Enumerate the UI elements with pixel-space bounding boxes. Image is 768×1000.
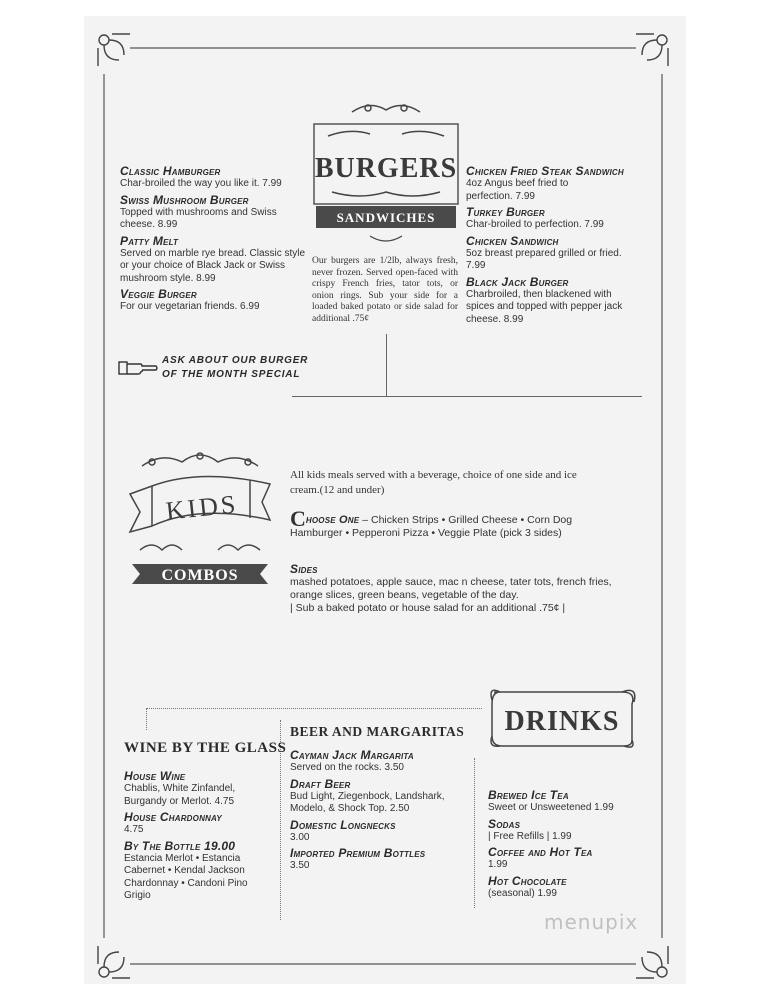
corner-ornament-icon: [632, 942, 672, 982]
menu-item-desc: Served on the rocks. 3.50: [290, 762, 404, 773]
burgers-bottom-divider: [292, 396, 642, 397]
menu-item-desc: Chablis, White Zinfandel, Burgandy or Merlot. 4.75: [124, 783, 236, 807]
sides-line-2: orange slices, green beans, vegetable of the day.: [290, 589, 519, 601]
burgers-center-divider: [386, 334, 387, 396]
sides-line-3: | Sub a baked potato or house salad for an additional .75¢ |: [290, 602, 566, 614]
menu-item-name: House Wine: [124, 769, 186, 783]
menu-item-name: Chicken Fried Steak Sandwich: [466, 164, 624, 178]
menu-item-name: Classic Hamburger: [120, 164, 221, 178]
corner-ornament-icon: [94, 30, 134, 70]
special-line-1: ASK ABOUT OUR BURGER: [162, 355, 309, 366]
kids-badge: [122, 446, 278, 596]
menu-item-name: Brewed Ice Tea: [488, 788, 569, 802]
menu-item-desc: Estancia Merlot • Estancia Cabernet • Kendal Jackson Chardonnay • Candoni Pino Grigio: [124, 852, 248, 901]
menu-item-name: Sodas: [488, 816, 521, 831]
menu-item-name: Turkey Burger: [466, 205, 545, 219]
menu-item-desc: Char-broiled to perfection. 7.99: [466, 219, 604, 230]
beer-title: BEER AND MARGARITAS: [290, 724, 465, 739]
corner-ornament-icon: [632, 30, 672, 70]
menu-item-desc: Char-broiled the way you like it. 7.99: [120, 178, 282, 189]
sandwiches-title: SANDWICHES: [336, 210, 436, 225]
menu-item-desc: | Free Refills | 1.99: [488, 830, 572, 842]
menu-item-desc: Charbroiled, then blackened with spices and topped with pepper jack cheese. 8.99: [466, 288, 623, 325]
sides-line-1: mashed potatoes, apple sauce, mac n cheese, tater tots, french fries,: [290, 576, 612, 588]
watermark: menupix: [544, 910, 639, 934]
kids-intro: All kids meals served with a beverage, choice of one side and ice cream.(12 and under): [290, 469, 577, 496]
burgers-right-column: [466, 164, 662, 328]
special-line-2: OF THE MONTH SPECIAL: [162, 369, 301, 380]
choose-cap: C: [290, 506, 306, 531]
wine-column: [124, 740, 287, 905]
drinks-left-dotted-line: [146, 708, 147, 730]
corner-ornament-icon: [94, 942, 134, 982]
menu-item-name: Hot Chocolate: [488, 873, 567, 888]
menu-item-name: Cayman Jack Margarita: [290, 748, 414, 762]
menu-item-name: Domestic Longnecks: [290, 817, 396, 832]
menu-item-desc: Sweet or Unsweetened 1.99: [488, 802, 614, 813]
menu-item-desc: Topped with mushrooms and Swiss cheese. 8.99: [120, 206, 277, 230]
drinks-title: DRINKS: [504, 706, 620, 737]
sides-title: Sides: [290, 562, 318, 576]
menu-item-desc: 4oz Angus beef fried to perfection. 7.99: [466, 178, 569, 202]
menu-item-desc: 1.99: [488, 859, 508, 870]
drinks-column: [488, 788, 658, 902]
choose-line-1: – Chicken Strips • Grilled Cheese • Corn Dog: [359, 514, 573, 526]
drinks-badge: [486, 684, 640, 754]
menu-item-desc: 5oz breast prepared grilled or fried. 7.99: [466, 247, 622, 271]
pointing-hand-icon: [118, 356, 158, 378]
menu-item-name: House Chardonnay: [124, 810, 222, 824]
choose-title: hoose One: [305, 514, 360, 526]
menu-item-name: Black Jack Burger: [466, 274, 569, 289]
menu-item-name: Coffee and Hot Tea: [488, 845, 593, 859]
burgers-badge: [310, 100, 462, 250]
burgers-title: BURGERS: [314, 153, 458, 184]
burger-special-note: [118, 352, 318, 384]
choose-line-2: Hamburger • Pepperoni Pizza • Veggie Plate (pick 3 sides): [290, 527, 562, 539]
kids-sides: [290, 562, 650, 615]
burgers-left-column: [120, 164, 306, 316]
menu-item-desc: 4.75: [124, 824, 144, 835]
wine-title: WINE BY THE GLASS: [124, 740, 287, 756]
menu-item-desc: Served on marble rye bread. Classic style or your choice of Black Jack or Swiss mushroom style. 8.99: [120, 247, 306, 284]
menu-item-name: By The Bottle 19.00: [124, 838, 236, 853]
kids-choose-one: [290, 506, 650, 540]
kids-title: KIDS: [164, 489, 240, 526]
menu-item-name: Imported Premium Bottles: [290, 846, 426, 860]
menu-item-name: Veggie Burger: [120, 287, 197, 301]
menu-item-desc: Bud Light, Ziegenbock, Landshark, Modelo, & Shock Top. 2.50: [290, 790, 445, 814]
beer-column: [290, 724, 470, 875]
menu-item-desc: For our vegetarian friends. 6.99: [120, 301, 260, 312]
menu-item-desc: 3.00: [290, 831, 310, 843]
menu-item-desc: 3.50: [290, 860, 310, 871]
combos-title: COMBOS: [161, 567, 239, 584]
menu-item-desc: (seasonal) 1.99: [488, 887, 557, 899]
menu-item-name: Chicken Sandwich: [466, 233, 559, 248]
menu-item-name: Draft Beer: [290, 776, 351, 791]
menu-item-name: Swiss Mushroom Burger: [120, 192, 249, 207]
drinks-right-dotted-line: [474, 758, 475, 908]
burgers-intro: Our burgers are 1/2lb, always fresh, never frozen. Served open-faced with crispy French fries, tator tots, or onion rings. Sub your side for a loaded baked potato or side salad for additional .75¢: [312, 256, 458, 324]
menu-item-name: Patty Melt: [120, 233, 179, 248]
drinks-top-dotted-line: [146, 708, 482, 709]
